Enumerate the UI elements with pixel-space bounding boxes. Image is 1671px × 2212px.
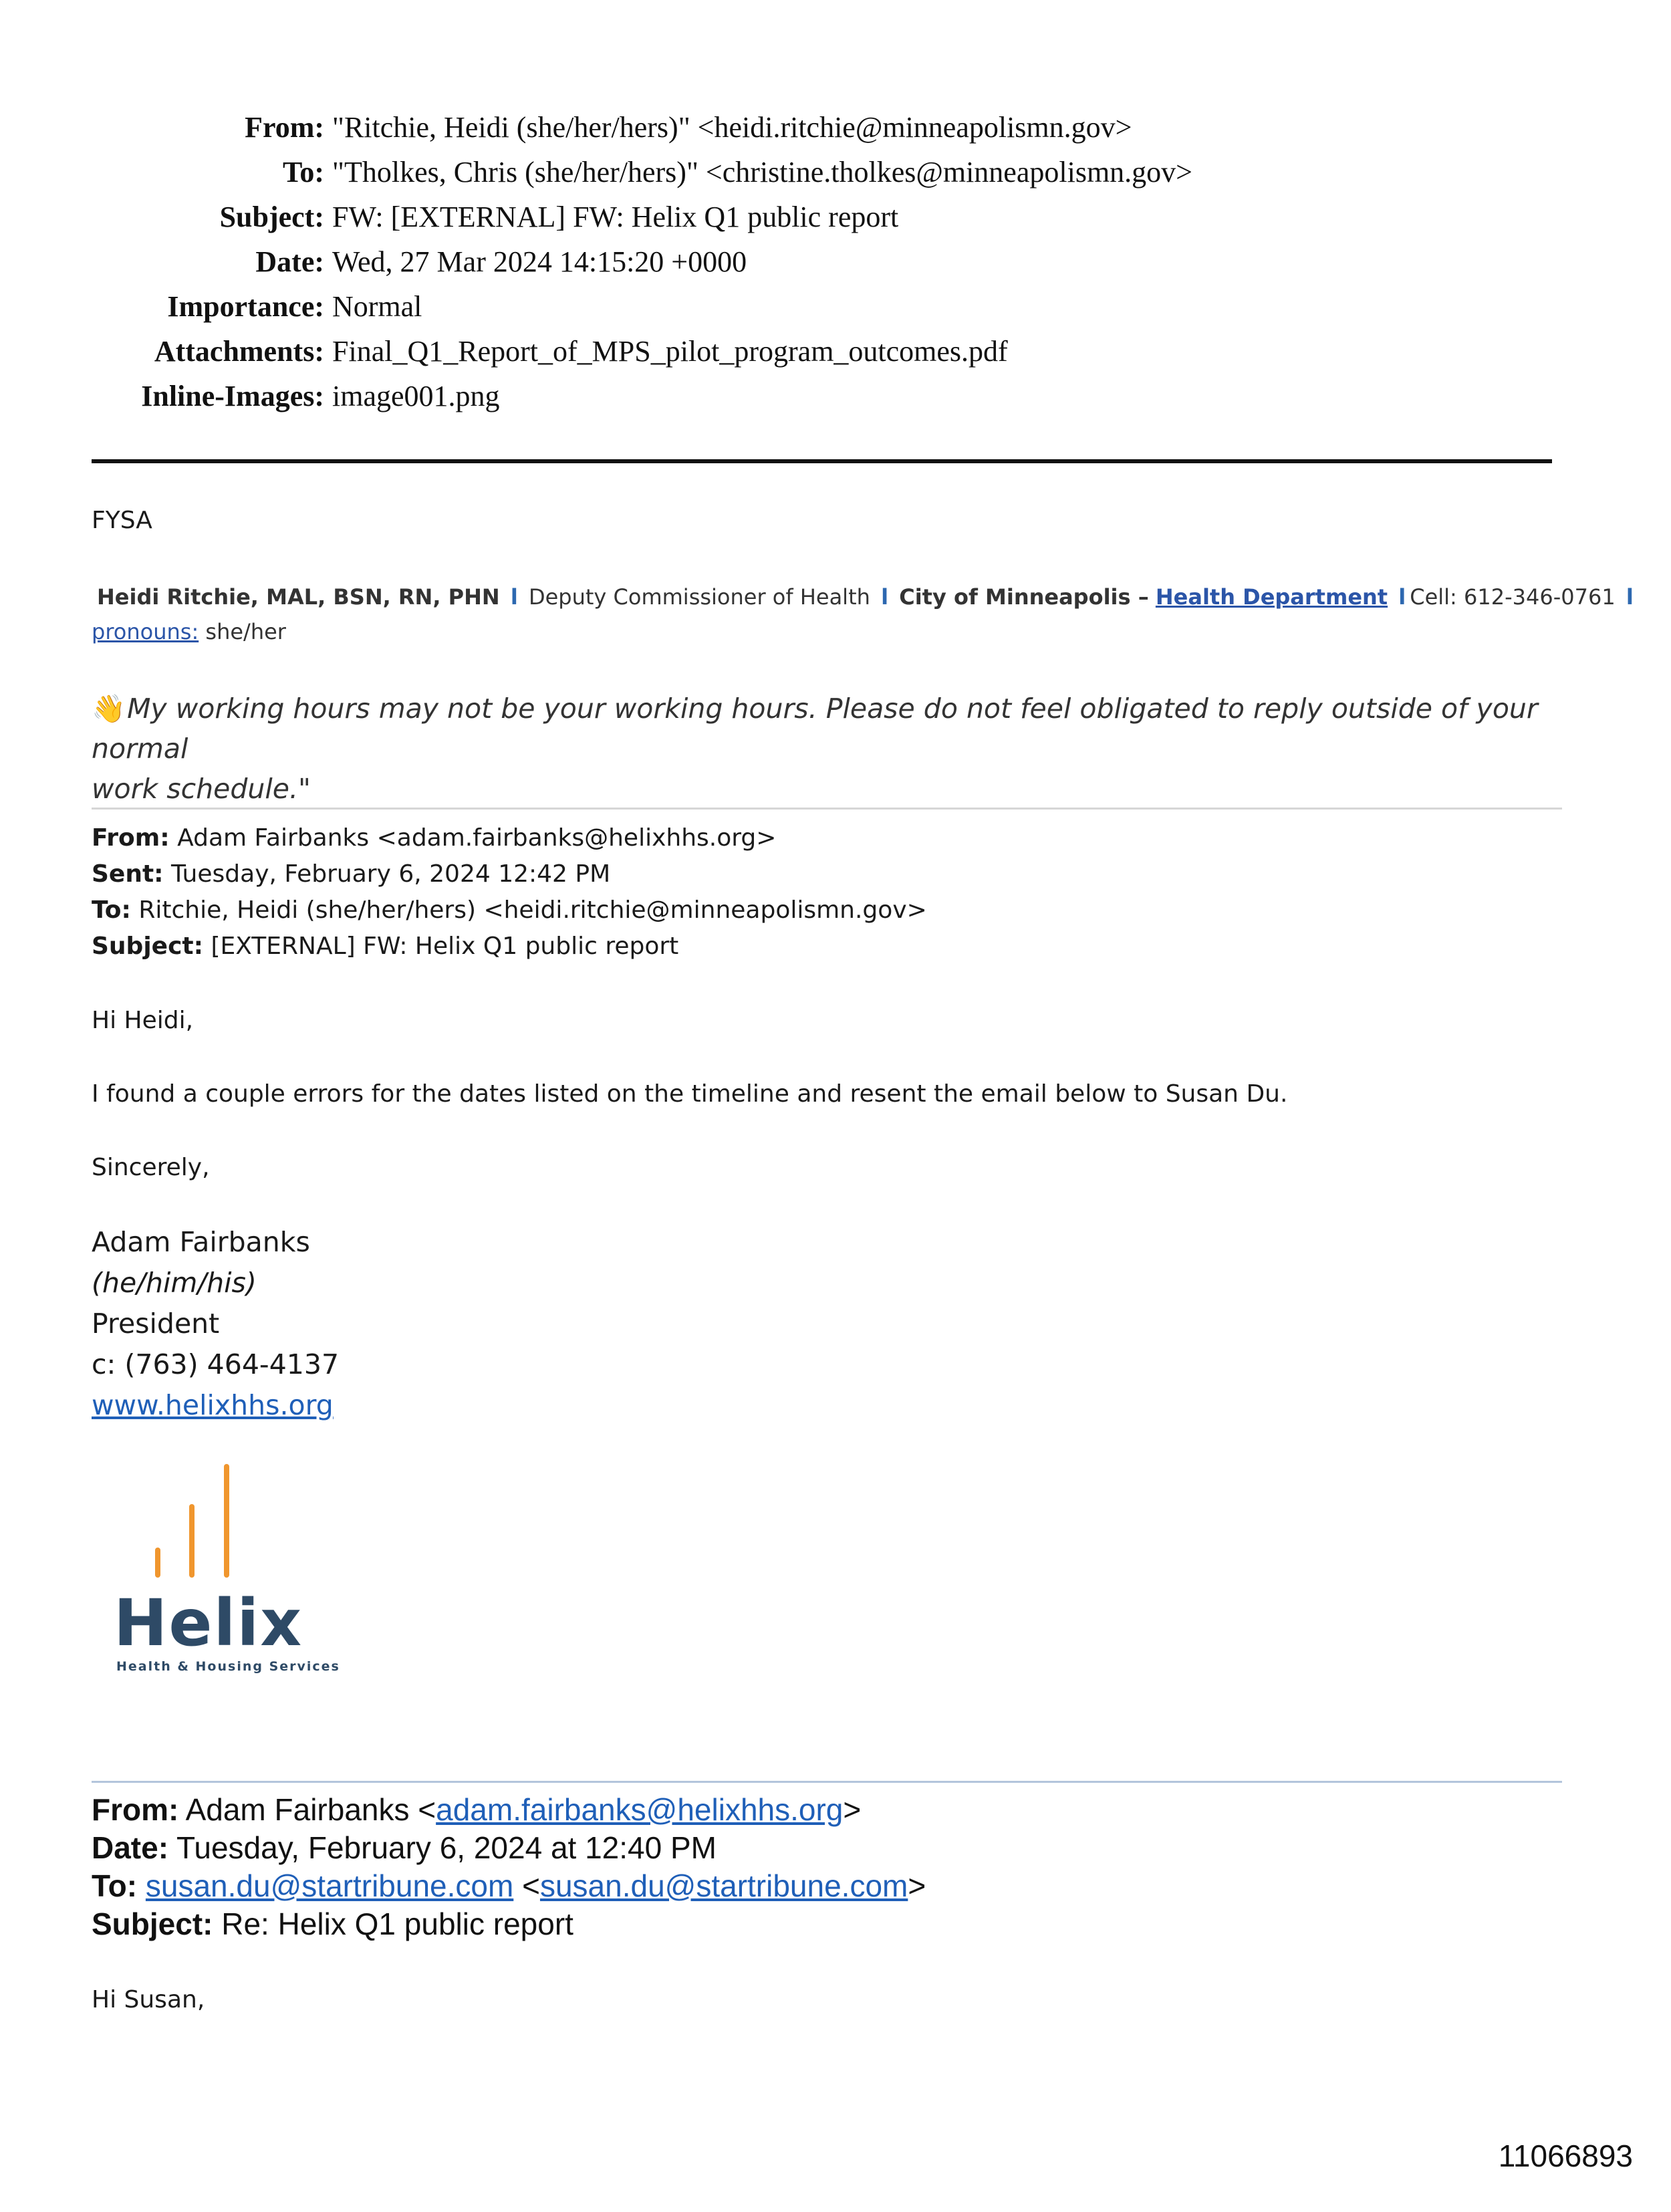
header-importance-value: Normal xyxy=(332,290,422,323)
signature-separator: l xyxy=(881,584,889,610)
header-importance-label: Importance: xyxy=(167,290,324,323)
adam-signature-name: Adam Fairbanks xyxy=(92,1226,310,1258)
forward2-divider xyxy=(92,1781,1562,1783)
fwd1-sent-row xyxy=(92,856,610,892)
fwd2-subject-row xyxy=(92,1904,573,1943)
fwd2-date-value: Tuesday, February 6, 2024 at 12:40 PM xyxy=(176,1830,717,1865)
fwd2-from-close: > xyxy=(843,1792,862,1827)
helix-logo xyxy=(100,1464,340,1685)
signature-department-link[interactable]: Health Department xyxy=(1155,584,1388,610)
fwd2-from-row xyxy=(92,1790,861,1829)
fwd2-from-label: From: xyxy=(92,1792,179,1827)
signature-pronouns-value: she/her xyxy=(205,619,286,644)
header-date-label: Date: xyxy=(255,245,324,278)
signature-title: Deputy Commissioner of Health xyxy=(528,584,870,610)
fwd2-to-email-link-2[interactable]: susan.du@startribune.com xyxy=(539,1868,908,1903)
adam-signature-pronouns: (he/him/his) xyxy=(92,1267,257,1299)
fwd1-message: I found a couple errors for the dates listed on the timeline and resent the email below to Susan Du. xyxy=(92,1080,1288,1108)
header-to-value: "Tholkes, Chris (she/her/hers)" <christine.tholkes@minneapolismn.gov> xyxy=(332,156,1192,189)
fwd1-to-label: To: xyxy=(92,896,131,924)
fwd1-to-row xyxy=(92,892,927,929)
signature-cell: Cell: 612-346-0761 xyxy=(1410,584,1616,610)
header-attachments-value[interactable]: Final_Q1_Report_of_MPS_pilot_program_outcomes.pdf xyxy=(332,335,1008,368)
helix-logo-bars-icon xyxy=(100,1464,301,1584)
fwd2-subject-value: Re: Helix Q1 public report xyxy=(221,1907,573,1941)
fwd1-from-value: Adam Fairbanks <adam.fairbanks@helixhhs.org> xyxy=(177,824,777,852)
header-attachments-label: Attachments: xyxy=(154,335,324,368)
fwd1-to-value: Ritchie, Heidi (she/her/hers) <heidi.ritchie@minneapolismn.gov> xyxy=(138,896,927,924)
signature-separator: l xyxy=(1626,584,1634,610)
header-divider xyxy=(92,459,1552,463)
forward-divider xyxy=(92,808,1562,810)
header-from-label: From: xyxy=(245,111,324,144)
fwd1-subject-value: [EXTERNAL] FW: Helix Q1 public report xyxy=(211,933,679,960)
signature-pronouns-link[interactable]: pronouns: xyxy=(92,619,199,644)
fwd2-date-label: Date: xyxy=(92,1830,169,1865)
helix-logo-word: Helix xyxy=(114,1586,303,1661)
fwd2-from-name: Adam Fairbanks < xyxy=(185,1792,436,1827)
fwd2-to-close: > xyxy=(908,1868,926,1903)
fwd1-sent-value: Tuesday, February 6, 2024 12:42 PM xyxy=(171,860,611,888)
header-inline-images-label: Inline-Images: xyxy=(141,380,324,412)
fwd1-subject-label: Subject: xyxy=(92,933,204,960)
header-subject-label: Subject: xyxy=(219,201,324,233)
fwd2-to-open: < xyxy=(513,1868,540,1903)
quote-line-2: work schedule." xyxy=(92,773,311,805)
fwd1-from-row xyxy=(92,820,776,856)
heidi-signature-line1 xyxy=(97,580,1638,614)
fwd2-date-row xyxy=(92,1828,717,1867)
heidi-signature-line2 xyxy=(92,615,286,648)
signature-separator: l xyxy=(1398,584,1406,610)
fysa-text: FYSA xyxy=(92,507,152,534)
helix-logo-tagline: Health & Housing Services xyxy=(116,1659,340,1674)
adam-signature-website-link[interactable]: www.helixhhs.org xyxy=(92,1389,334,1421)
quote-line-1: My working hours may not be your working hours. Please do not feel obligated to reply outside of your normal xyxy=(92,693,1538,765)
signature-separator: l xyxy=(510,584,518,610)
signature-city: City of Minneapolis – xyxy=(899,584,1149,610)
waving-hand-icon: 👋 xyxy=(92,693,126,725)
fwd2-to-label: To: xyxy=(92,1868,138,1903)
fwd1-sent-label: Sent: xyxy=(92,860,164,888)
working-hours-quote xyxy=(92,689,1582,809)
fwd1-subject-row xyxy=(92,929,678,965)
header-inline-images-value[interactable]: image001.png xyxy=(332,380,500,412)
adam-signature xyxy=(92,1222,339,1426)
adam-signature-title: President xyxy=(92,1308,220,1340)
bates-number: 11066893 xyxy=(1498,2138,1633,2173)
fwd2-to-email-link[interactable]: susan.du@startribune.com xyxy=(145,1868,514,1903)
fwd1-closing: Sincerely, xyxy=(92,1154,210,1181)
header-to-label: To: xyxy=(283,156,324,189)
fwd2-to-row xyxy=(92,1866,926,1905)
fwd2-from-email-link[interactable]: adam.fairbanks@helixhhs.org xyxy=(436,1792,844,1827)
signature-name: Heidi Ritchie, MAL, BSN, RN, PHN xyxy=(97,584,500,610)
header-subject-value: FW: [EXTERNAL] FW: Helix Q1 public report xyxy=(332,201,899,233)
fwd1-from-label: From: xyxy=(92,824,170,852)
adam-signature-phone: c: (763) 464-4137 xyxy=(92,1348,340,1380)
fwd2-greeting: Hi Susan, xyxy=(92,1986,205,2013)
fwd2-subject-label: Subject: xyxy=(92,1907,213,1941)
header-date-value: Wed, 27 Mar 2024 14:15:20 +0000 xyxy=(332,245,747,278)
header-from-value: "Ritchie, Heidi (she/her/hers)" <heidi.ritchie@minneapolismn.gov> xyxy=(332,111,1132,144)
fwd1-greeting: Hi Heidi, xyxy=(92,1007,194,1034)
